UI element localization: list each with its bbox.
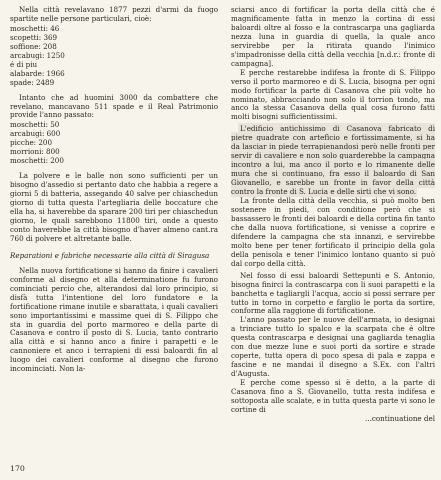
right-paragraph-5: Nel fosso di essi baloardi Settepunti e S. Antonio, bisogna finirci la contrascarpa con li suoi parapetti e la banchetta e tagliargli l'acqua, accio si possi serrare per tutto in torno in corpetto e farglio le porta da sortire, conforme alla raggione di fortificatione. (231, 270, 435, 316)
provisions-list-item: arcabugi: 600 (10, 129, 61, 139)
fortification-paragraph: Nella nuova fortificatione si hanno da finire i cavalieri conforme al disegno et alla determinatione fu furono cominciati percio che, alterandosi dal loro principio, si disfà tutta l'intentione del loro fundatore e la fortificatione rimane inutile e sbarattata, i quali cavalieri sono importantissimi e massime quei di S. Filippo che sta in guardia del porto marmoreo e della parte di Casanova e contro il posto di S. Lucia, tanto contrario alla città e si hanno anco a finire i parapetti e le cannoniere et anco i terrapieni di essi baloardi fin al luogo dei cavalieri conforme al disegno che furono incominciati. Non la- (10, 265, 218, 374)
shaded-text: L'edificio antichissimo di Casanova fabricato di pietre quadrate con artefìcio e fortissimamente, si ha da lasciar in piede terrapienandosi però nelle fronti per servir di cavaliere e non solo guarderebbe la campagna incontro a lui, ma anco il porto e lo rimanente delle mura che si continuano, fra esso il baloardo di San Giovanello, e sarebbe un fronte in favor della città contro la fronte di S. Lucia e delle sirti che vi sono. (231, 124, 435, 197)
continuation-text: ...continuatione del (365, 413, 435, 423)
arms-list-item: alabarde: 1966 (10, 68, 65, 78)
right-paragraph-2: E perche restarebbe indifesa la fronte di S. Filippo verso il porto marmoreo e di S. Lucia, bisogna per ogni modo fortificar la parte di Casanova che più volte ho nominato, abbracciando non solo il torrion tondo, ma anco la stessa Casanova della qual cosa furono fatti molti bisogni sufficientissimi. (231, 67, 435, 122)
arms-list (10, 25, 218, 88)
provisions-list-item: picche: 200 (10, 138, 52, 148)
provisions-list-item: moschetti: 50 (10, 120, 60, 130)
right-paragraph-3 (231, 125, 435, 197)
section-title: Reparationi e fabriche necessarie alla città di Siragusa (10, 250, 210, 260)
left-column (10, 6, 218, 374)
arms-list-item: soffione: 208 (10, 41, 57, 51)
arms-list-item: moschetti: 46 (10, 23, 60, 33)
right-paragraph-4: La fronte della città della vecchia, si può molto ben sostenere in piedi, con conditione però che si bassassero le fronti dei baloardi e della cortina fin tanto che dalla nuova fortificatione, si venisse a coprire e difendere la campagna che sta innanzi, e servirebbe molto bene per tener fortificato il principio della gola della penisola e tener l'inimico lontano quanto si può dal corpo della città. (231, 196, 435, 268)
page-number: 170 (10, 464, 25, 473)
provisions-list (10, 121, 218, 166)
right-paragraph-6: L'anno passato per le nuove dell'armata, io designai a trinciare tutto lo spalco e la scarpata che é oltre questa contrascarpa e designai una gagliarda tenaglia con due mezze lune e suoi porti da sortire e strade coperte, tutta opera di poco spesa di pala e zappa e fascine e ne mandai il disegno a S.Ex. con l'altri d'Augusta. (231, 315, 435, 379)
provisions-list-item: moschetti: 200 (10, 156, 64, 166)
men-intro-paragraph: Intanto che ad huomini 3000 da combattere che revelano, mancavano 511 spade e il Real Patrimonio provide l'anno passato: (10, 92, 218, 120)
arms-intro-paragraph: Nella città revelavano 1877 pezzi d'armi da fuogo spartite nelle persone particulari, cioè: (10, 5, 218, 23)
arms-list-item: arcabugi: 1250 (10, 50, 65, 60)
powder-paragraph: La polvere e le balle non sono sufficienti per un bisogno d'assedio si pertanto dato che habbia a regere a giorni 5 di batteria, assegando 40 salve per chiaschedun giorno di tutta questa l'artegliaria delle boccature che ella ha, si haverebbe da sparare 200 tiri per chiaschedun giorno, le quali sarebbono 11800 tiri, onde a questo conto haverebbe la città bisogno d'haver almeno cant.ra 760 di polvere et altretante balle. (10, 171, 218, 243)
right-column (231, 6, 435, 424)
arms-list-item: é di piu (10, 59, 38, 69)
arms-list-item: scopetti: 369 (10, 32, 58, 42)
provisions-list-item: morrioni: 800 (10, 147, 60, 157)
arms-list-item: spade: 2489 (10, 77, 55, 87)
right-paragraph-7: E perche come spesso si è detto, a la parte di Casanova fino a S. Giovanello, tutta resta indifesa e sottoposta alle scalate, e in tutta questa parte vi sono le cortine di (231, 378, 435, 414)
right-paragraph-1: sciarsi anco di fortificar la porta della città che é magnificamente fatta in menzo la cortina di essi baloardi oltre al fosso e la contrascarpa una gagliarda nezza luna in guardia di quella, la quale anco servirebbe per la ritirata quando l'inimico s'impadronisse della città della vecchia [n.d.r.: fronte di campagna]. (231, 5, 435, 68)
